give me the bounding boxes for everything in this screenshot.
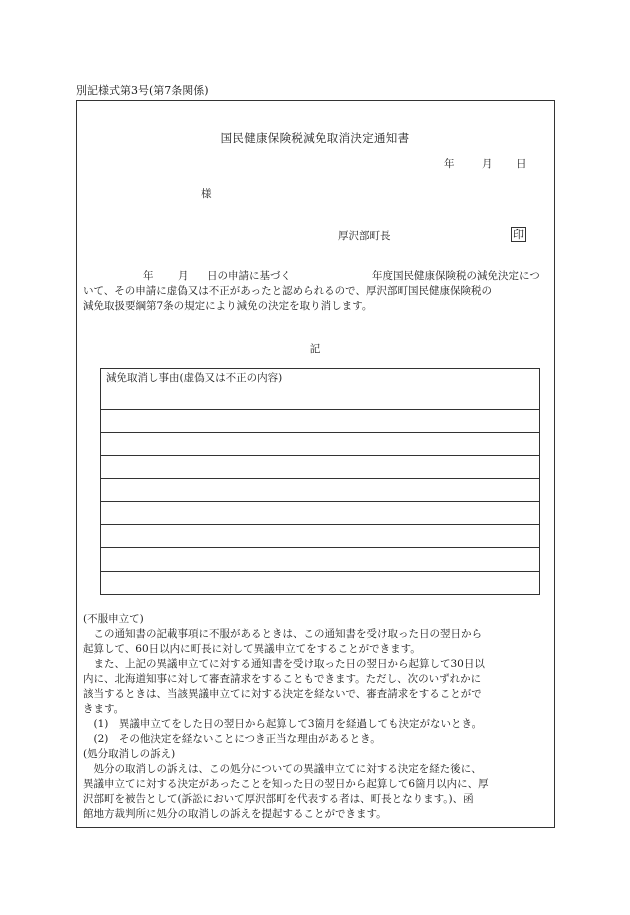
body-line-1-rest: 年度国民健康保険税の減免決定につ [372,270,540,282]
objection-line: 起算して、60日以内に町長に対して異議申立てをすることができます。 [83,643,421,655]
date-day-label: 日 [516,158,527,170]
body-line-3: 減免取扱要綱第7条の規定により減免の決定を取り消します。 [83,300,373,312]
reason-row-line [100,571,540,572]
reason-row-line [100,409,540,410]
reason-row-line [100,547,540,548]
reason-row-line [100,524,540,525]
reason-row-line [100,455,540,456]
reason-table-header: 減免取消し事由(虚偽又は不正の内容) [106,372,283,384]
addressee-suffix: 様 [201,188,212,200]
seal-mark: 印 [513,228,524,241]
form-label: 別記様式第3号(第7条関係) [76,84,209,97]
lawsuit-heading: (処分取消しの訴え) [83,748,176,760]
objection-line: (2) その他決定を経ないことにつき正当な理由があるとき。 [83,733,381,745]
body-month-label: 月 [178,270,189,282]
lawsuit-line: 沢部町を被告として(訴訟において厚沢部町を代表する者は、町長となります。)、函 [83,793,474,805]
objection-line: また、上記の異議申立てに対する通知書を受け取った日の翌日から起算して30日以 [83,658,485,670]
reason-row-line [100,478,540,479]
objection-line: 該当するときは、当該異議申立てに対する決定を経ないで、審査請求をすることがで [83,688,482,700]
body-line-2: いて、その申請に虚偽又は不正があったと認められるので、厚沢部町国民健康保険税の [83,285,492,297]
lawsuit-line: 処分の取消しの訴えは、この処分についての異議申立てに対する決定を経た後に、 [83,763,482,775]
objection-line: 内に、北海道知事に対して審査請求をすることもできます。ただし、次のいずれかに [83,673,482,685]
reason-row-line [100,432,540,433]
reason-row-line [100,501,540,502]
reason-table [100,368,540,595]
date-year-label: 年 [444,158,455,170]
issuer-name: 厚沢部町長 [338,230,391,242]
objection-line: (1) 異議申立てをした日の翌日から起算して3箇月を経過しても決定がないとき。 [83,718,483,730]
objection-heading: (不服申立て) [83,613,144,625]
body-day-label: 日の申請に基づく [207,270,291,282]
lawsuit-line: 異議申立てに対する決定があったことを知った日の翌日から起算して6箇月以内に、厚 [83,778,489,790]
objection-line: この通知書の記載事項に不服があるときは、この通知書を受け取った日の翌日から [83,628,482,640]
objection-line: きます。 [83,703,125,715]
document-title: 国民健康保険税減免取消決定通知書 [220,131,410,145]
date-month-label: 月 [482,158,493,170]
ki-heading: 記 [309,343,321,355]
body-year-label: 年 [143,270,154,282]
lawsuit-line: 館地方裁判所に処分の取消しの訴えを提起することができます。 [83,808,387,820]
